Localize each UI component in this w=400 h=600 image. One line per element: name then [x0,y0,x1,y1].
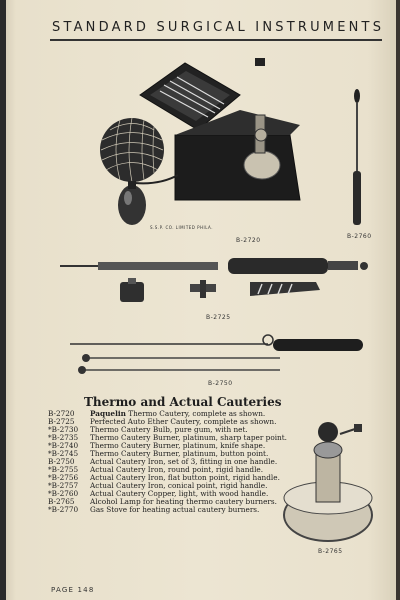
item-list [48,410,294,514]
page-header: STANDARD SURGICAL INSTRUMENTS [52,20,385,35]
item-code: B-2765 [48,497,75,506]
item-code: *B-2745 [48,449,79,458]
item-text: Thermo Cautery, complete as shown. [125,409,266,418]
item-code: B-2725 [48,417,75,426]
figure-caption-case: B-2720 [236,237,261,244]
item-code: *B-2755 [48,465,79,474]
item-code: *B-2730 [48,425,79,434]
item-brand: Paquelin [90,409,126,418]
item-code: *B-2760 [48,489,79,498]
item-text: Perfected Auto Ether Cautery, complete as shown. [90,417,277,426]
paquelin-case-illustration [90,55,315,235]
auto-ether-cautery-illustration [58,252,376,312]
item-text: Thermo Cautery Burner, platinum, button point. [90,449,269,458]
item-text: Actual Cautery Copper, light, with wood handle. [90,489,269,498]
item-text: Actual Cautery Iron, set of 3, fitting in one handle. [90,457,278,466]
item-description [90,506,294,514]
item-text: Actual Cautery Iron, flat button point, rigid handle. [90,473,280,482]
item-text: Thermo Cautery Bulb, pure gum, with net. [90,425,248,434]
figure-caption-irons: B-2750 [208,380,233,387]
item-code: *B-2757 [48,481,79,490]
page-edge [396,0,400,600]
header-rule [50,39,382,41]
item-code: *B-2756 [48,473,79,482]
section-title: Thermo and Actual Cauteries [84,395,282,409]
figure-caption-lamp: B-2765 [318,548,343,555]
item-code: B-2750 [48,457,75,466]
figure-caption-cautery: B-2725 [206,314,231,321]
item-text: Actual Cautery Iron, conical point, rigid handle. [90,481,268,490]
item-code: *B-2740 [48,441,79,450]
cautery-copper-illustration [350,88,364,228]
item-code: *B-2770 [48,505,79,514]
alcohol-lamp-illustration [278,420,378,546]
maker-mark: S.S.P. CO. LIMITED PHILA. [150,225,213,230]
item-text: Alcohol Lamp for heating thermo cautery burners. [90,497,277,506]
item-text: Thermo Cautery Burner, platinum, sharp taper point. [90,433,287,442]
item-code: *B-2735 [48,433,79,442]
page-number: PAGE 148 [51,586,95,594]
item-text: Gas Stove for heating actual cautery burners. [90,505,260,514]
cautery-irons-set-illustration [68,330,368,378]
figure-caption-iron: B-2760 [347,233,372,240]
item-text: Thermo Cautery Burner, platinum, knife shape. [90,441,266,450]
catalog-item [48,506,294,514]
book-gutter [0,0,6,600]
item-text: Actual Cautery Iron, round point, rigid handle. [90,465,264,474]
item-code: B-2720 [48,409,75,418]
